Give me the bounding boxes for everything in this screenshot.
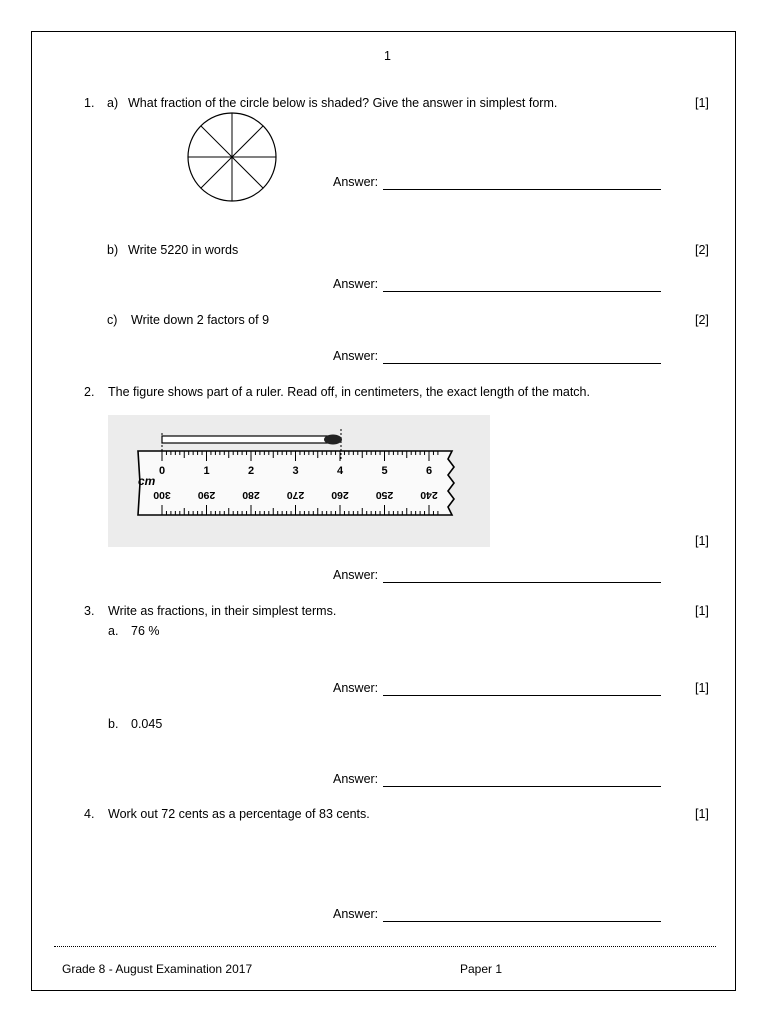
ruler-cm-label: 3: [292, 465, 299, 477]
q2-answer-label: Answer:: [333, 568, 379, 582]
q1c-text: Write down 2 factors of 9: [131, 313, 270, 327]
footer-exam-title: Grade 8 - August Examination 2017: [62, 962, 253, 976]
q1b-answer-line[interactable]: [383, 291, 661, 292]
ruler-with-match: [108, 415, 490, 547]
q1b-text: Write 5220 in words: [128, 243, 239, 257]
q3a-answer-label: Answer:: [333, 681, 379, 695]
q2-text: The figure shows part of a ruler. Read off, in centimeters, the exact length of the match.: [108, 385, 590, 399]
q3b-letter: b.: [108, 717, 119, 731]
q2-answer-line[interactable]: [383, 582, 661, 583]
q3a-text: 76 %: [131, 624, 160, 638]
ruler-mm-label: 300: [153, 489, 171, 502]
q1c-letter: c): [107, 313, 118, 327]
q3a-answer-line[interactable]: [383, 695, 661, 696]
ruler-mm-label: 280: [242, 489, 260, 502]
exam-page: [31, 31, 736, 991]
q1a-marks: [1]: [695, 96, 709, 110]
footer-paper: Paper 1: [460, 962, 503, 976]
q1a-text: What fraction of the circle below is shaded? Give the answer in simplest form.: [128, 96, 558, 110]
q3a-letter: a.: [108, 624, 119, 638]
ruler-mm-label: 250: [375, 489, 394, 502]
q3-number: 3.: [84, 604, 95, 618]
ruler-cm-label: 6: [425, 465, 433, 477]
q4-marks: [1]: [695, 807, 709, 821]
ruler-unit-label: cm: [138, 474, 156, 488]
q3b-answer-line[interactable]: [383, 786, 661, 787]
ruler-cm-label: 4: [336, 465, 344, 477]
q1c-answer-line[interactable]: [383, 363, 661, 364]
divided-circle: [186, 111, 278, 203]
q1a-answer-label: Answer:: [333, 175, 379, 189]
q2-number: 2.: [84, 385, 95, 399]
ruler-mm-label: 290: [197, 489, 216, 502]
q3-marks: [1]: [695, 604, 709, 618]
q1b-marks: [2]: [695, 243, 709, 257]
q1b-answer-label: Answer:: [333, 277, 379, 291]
page-number: 1: [384, 49, 391, 63]
q3b-answer-label: Answer:: [333, 772, 379, 786]
ruler-cm-label: 2: [247, 465, 255, 477]
ruler-mm-label: 270: [286, 489, 305, 502]
ruler-cm-label: 1: [203, 465, 210, 477]
q3-text: Write as fractions, in their simplest terms.: [108, 604, 337, 618]
q3b-text: 0.045: [131, 717, 163, 731]
q4-number: 4.: [84, 807, 95, 821]
q4-answer-line[interactable]: [383, 921, 661, 922]
footer-divider: [54, 946, 716, 947]
q1c-answer-label: Answer:: [333, 349, 379, 363]
q1-number: 1.: [84, 96, 95, 110]
q2-marks: [1]: [695, 534, 709, 548]
q1c-marks: [2]: [695, 313, 709, 327]
ruler-cm-label: 0: [158, 465, 166, 477]
q1a-answer-line[interactable]: [383, 189, 661, 190]
q1a-letter: a): [107, 96, 119, 110]
q1b-letter: b): [107, 243, 119, 257]
q4-text: Work out 72 cents as a percentage of 83 cents.: [108, 807, 370, 821]
q4-answer-label: Answer:: [333, 907, 379, 921]
ruler-mm-label: 260: [331, 489, 349, 502]
ruler-mm-label: 240: [420, 489, 438, 502]
ruler-cm-label: 5: [381, 465, 388, 477]
q3a-marks: [1]: [695, 681, 709, 695]
